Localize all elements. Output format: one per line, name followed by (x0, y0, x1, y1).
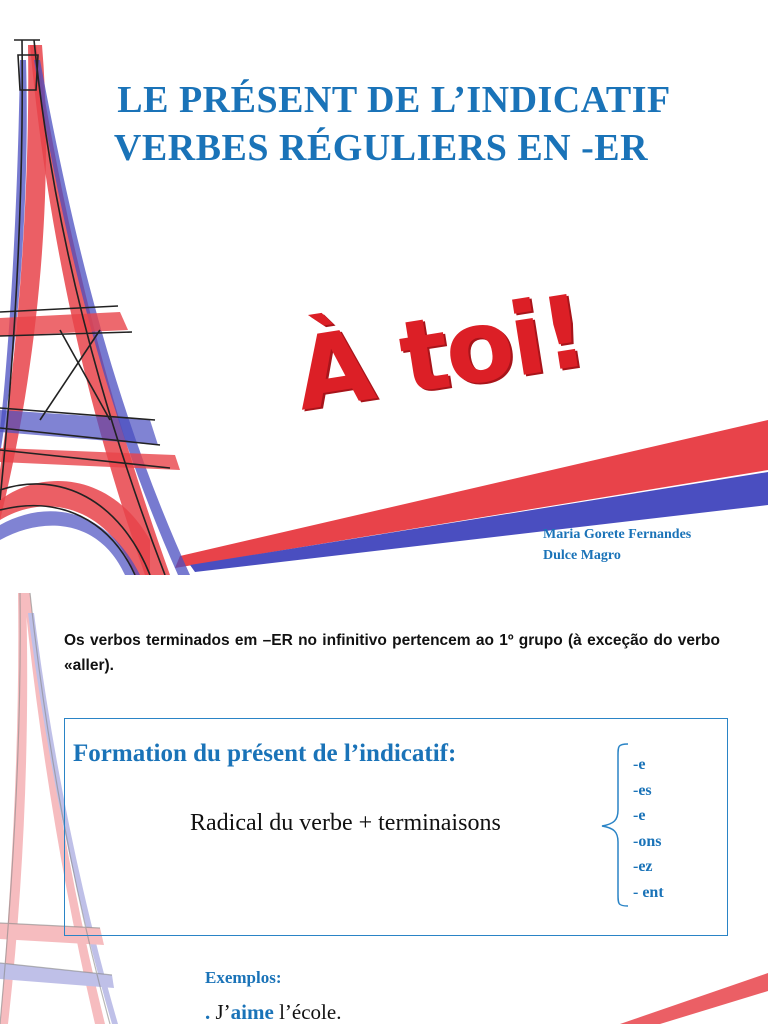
formation-title: Formation du présent de l’indicatif: (73, 740, 457, 767)
ending-item: -ez (633, 858, 653, 875)
example-sentence (205, 1000, 341, 1025)
endings-list (633, 752, 664, 905)
example-verb: aime (230, 1000, 274, 1024)
formation-formula: Radical du verbe + terminaisons (190, 810, 501, 836)
examples-title: Exemplos: (205, 968, 282, 987)
ending-item: -ons (633, 832, 662, 850)
intro-paragraph: Os verbos terminados em –ER no infinitivo pertencem ao 1º grupo (à exceção do verbo «aller). (64, 632, 720, 674)
slide-title-line2: VERBES RÉGULIERS EN -ER (113, 127, 649, 169)
curly-brace-icon (598, 742, 638, 908)
author-name: Dulce Magro (543, 548, 621, 563)
a-toi-logo: À toi! (287, 272, 593, 434)
red-ribbon (620, 973, 768, 1024)
slide-separator (0, 575, 768, 583)
bullet: . (205, 1000, 211, 1024)
example-prefix: J’ (210, 1000, 231, 1024)
ending-item: -e (633, 756, 646, 773)
author-name: Maria Gorete Fernandes (543, 527, 692, 542)
ending-item: - ent (633, 883, 664, 901)
slide-title-line1: LE PRÉSENT DE L’INDICATIF (117, 79, 671, 121)
ending-item: -e (633, 807, 646, 824)
ending-item: -es (633, 781, 652, 799)
example-suffix: l’école. (273, 1000, 342, 1024)
